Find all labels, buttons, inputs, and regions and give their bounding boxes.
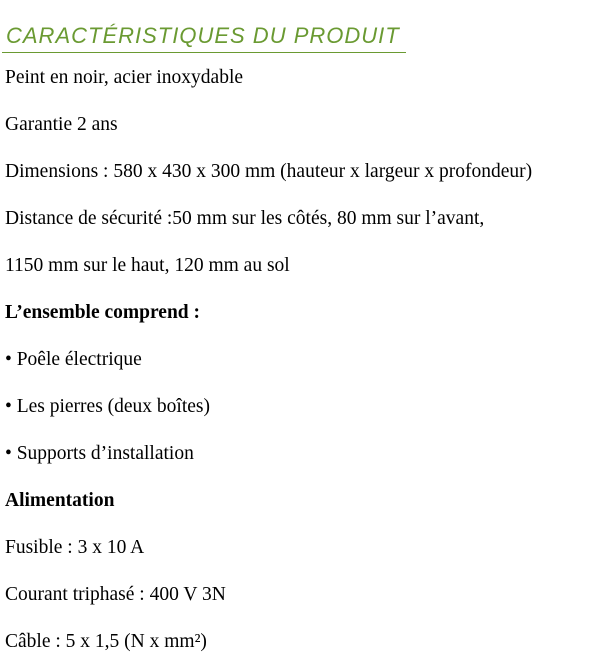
power-fuse: Fusible : 3 x 10 A: [5, 537, 145, 558]
spec-safety-distance-line-1: Distance de sécurité :50 mm sur les côtés, 80 mm sur l’avant,: [5, 208, 485, 229]
spec-material: Peint en noir, acier inoxydable: [5, 67, 244, 88]
spec-warranty: Garantie 2 ans: [5, 114, 118, 135]
power-current: Courant triphasé : 400 V 3N: [5, 584, 226, 605]
package-item: • Supports d’installation: [5, 443, 194, 464]
spec-dimensions: Dimensions : 580 x 430 x 300 mm (hauteur x largeur x profondeur): [5, 161, 533, 182]
section-title: CARACTÉRISTIQUES DU PRODUIT: [6, 23, 400, 48]
spec-safety-distance-line-2: 1150 mm sur le haut, 120 mm au sol: [5, 255, 290, 276]
power-cable: Câble : 5 x 1,5 (N x mm²): [5, 631, 207, 652]
title-underline: [2, 52, 406, 53]
power-heading: Alimentation: [5, 490, 115, 511]
package-item: • Poêle électrique: [5, 349, 142, 370]
package-heading: L’ensemble comprend :: [5, 302, 200, 323]
package-item: • Les pierres (deux boîtes): [5, 396, 211, 417]
